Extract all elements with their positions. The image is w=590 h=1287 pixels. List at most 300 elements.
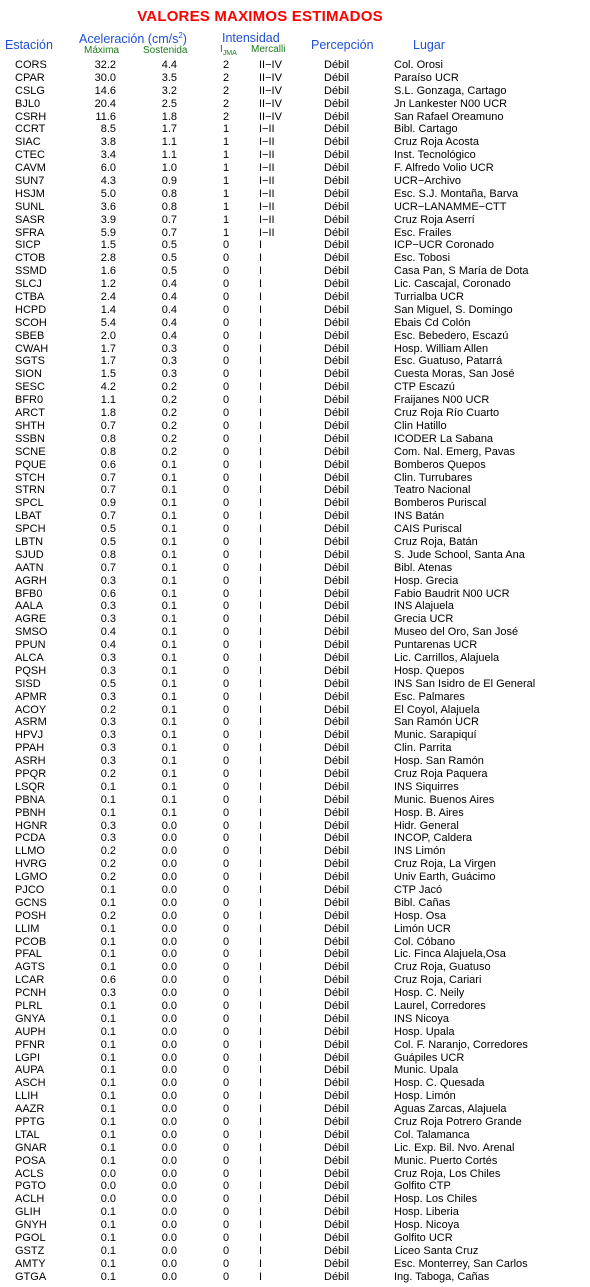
intensity-mercalli: I [259,1141,263,1154]
intensity-jma: 1 [222,200,230,213]
station-code: GCNS [15,896,47,909]
location: Liceo Santa Cruz [394,1244,479,1257]
intensity-mercalli: I [259,1128,263,1141]
table-row [0,1180,590,1193]
intensity-mercalli: I−II [259,136,275,149]
station-code: CAVM [15,162,46,175]
table-row [0,433,590,446]
intensity-mercalli: I [259,587,263,600]
perception: Débil [324,200,350,213]
accel-max: 4.2 [100,381,116,394]
intensity-jma: 1 [222,175,230,188]
accel-sustained: 1.1 [161,136,177,149]
intensity-mercalli: I [259,523,263,536]
intensity-jma: 0 [222,806,230,819]
table-row [0,1129,590,1142]
perception: Débil [324,484,350,497]
intensity-jma: 0 [222,1154,230,1167]
perception: Débil [324,1244,350,1257]
intensity-mercalli: I [259,806,263,819]
location: Col. Talamanca [394,1128,470,1141]
table-row [0,459,590,472]
intensity-jma: 0 [222,458,230,471]
location: INS Alajuela [394,600,454,613]
intensity-jma: 0 [222,368,230,381]
accel-max: 2.8 [100,252,116,265]
accel-sustained: 0.0 [161,1270,177,1283]
location: Cuesta Moras, San José [394,368,515,381]
location: UCR−Archivo [394,175,461,188]
accel-sustained: 0.9 [161,175,177,188]
intensity-mercalli: I−II [259,213,275,226]
intensity-jma: 0 [222,961,230,974]
accel-sustained: 0.5 [161,252,177,265]
accel-sustained: 0.0 [161,1000,177,1013]
location: Munic. Buenos Aires [394,793,495,806]
station-code: STRN [15,484,45,497]
perception: Débil [324,561,350,574]
table-row [0,639,590,652]
accel-sustained: 1.0 [161,162,177,175]
table-row [0,291,590,304]
intensity-mercalli: I [259,690,263,703]
station-code: SISD [15,677,41,690]
accel-sustained: 0.2 [161,407,177,420]
perception: Débil [324,1206,350,1219]
intensity-jma: 0 [222,729,230,742]
station-table [0,59,590,1284]
station-code: LSQR [15,780,45,793]
accel-max: 1.5 [100,239,116,252]
table-row [0,317,590,330]
accel-max: 0.1 [100,1064,116,1077]
table-row [0,343,590,356]
table-row [0,252,590,265]
accel-max: 0.2 [100,909,116,922]
intensity-mercalli: I [259,600,263,613]
location: Cruz Roja Paquera [394,767,488,780]
accel-max: 0.7 [100,484,116,497]
accel-max: 0.2 [100,767,116,780]
intensity-jma: 0 [222,767,230,780]
station-code: ACOY [15,703,47,716]
station-code: STCH [15,471,45,484]
header-ijma [220,44,237,57]
accel-sustained: 0.1 [161,755,177,768]
location: Cruz Roja Río Cuarto [394,407,500,420]
intensity-jma: 0 [222,278,230,291]
accel-max: 1.7 [100,355,116,368]
station-code: HCPD [15,303,47,316]
location: Esc. Tobosi [394,252,451,265]
perception: Débil [324,909,350,922]
perception: Débil [324,767,350,780]
intensity-jma: 0 [222,1141,230,1154]
accel-sustained: 0.0 [161,1244,177,1257]
perception: Débil [324,729,350,742]
intensity-jma: 0 [222,651,230,664]
location: Munic. Puerto Cortés [394,1154,498,1167]
station-code: LGMO [15,871,48,884]
accel-max: 0.3 [100,819,116,832]
intensity-mercalli: I [259,355,263,368]
station-code: CCRT [15,123,46,136]
intensity-mercalli: I [259,626,263,639]
station-code: SGTS [15,355,45,368]
station-code: BJL0 [15,97,41,110]
location: INS Limón [394,845,446,858]
table-row [0,588,590,601]
table-row [0,987,590,1000]
perception: Débil [324,278,350,291]
accel-max: 1.4 [100,303,116,316]
intensity-jma: 0 [222,613,230,626]
table-row [0,111,590,124]
intensity-mercalli: I [259,703,263,716]
accel-max: 0.3 [100,729,116,742]
accel-max: 0.1 [100,896,116,909]
perception: Débil [324,948,350,961]
perception: Débil [324,1038,350,1051]
accel-max: 0.7 [100,419,116,432]
perception: Débil [324,755,350,768]
perception: Débil [324,716,350,729]
intensity-jma: 0 [222,1167,230,1180]
station-code: SSBN [15,432,45,445]
intensity-mercalli: I [259,1077,263,1090]
intensity-jma: 0 [222,1103,230,1116]
intensity-mercalli: I [259,974,263,987]
perception: Débil [324,871,350,884]
perception: Débil [324,432,350,445]
station-code: PFNR [15,1038,45,1051]
intensity-jma: 0 [222,1090,230,1103]
intensity-mercalli: I−II [259,175,275,188]
intensity-mercalli: I [259,1206,263,1219]
intensity-mercalli: I [259,265,263,278]
intensity-jma: 0 [222,1270,230,1283]
intensity-mercalli: I [259,432,263,445]
intensity-jma: 0 [222,1012,230,1025]
accel-sustained: 0.7 [161,213,177,226]
station-code: LBTN [15,535,44,548]
accel-max: 0.1 [100,1244,116,1257]
accel-max: 1.6 [100,265,116,278]
accel-max: 0.1 [100,1128,116,1141]
accel-max: 0.1 [100,1154,116,1167]
table-row [0,1142,590,1155]
perception: Débil [324,884,350,896]
intensity-mercalli: I [259,1154,263,1167]
table-row [0,961,590,974]
accel-sustained: 0.0 [161,832,177,845]
perception: Débil [324,974,350,987]
station-code: SHTH [15,419,45,432]
station-code: CTEC [15,149,45,162]
perception: Débil [324,84,350,97]
location: Turrialba UCR [394,291,464,304]
table-row [0,472,590,485]
accel-sustained: 0.1 [161,471,177,484]
station-code: SFRA [15,226,45,239]
table-row [0,188,590,201]
accel-sustained: 0.0 [161,1180,177,1193]
table-row [0,330,590,343]
perception: Débil [324,239,350,252]
intensity-mercalli: I [259,1167,263,1180]
location: Lic. Cascajal, Coronado [394,278,511,291]
accel-sustained: 1.8 [161,110,177,123]
intensity-mercalli: I [259,1051,263,1064]
station-code: LTAL [15,1128,40,1141]
accel-sustained: 2.5 [161,97,177,110]
station-code: POSH [15,909,47,922]
station-code: LBAT [15,510,42,523]
location: Esc. Guatuso, Patarrá [394,355,503,368]
perception: Débil [324,123,350,136]
table-row [0,562,590,575]
perception: Débil [324,265,350,278]
accel-max: 0.2 [100,858,116,871]
accel-sustained: 0.0 [161,948,177,961]
table-row [0,652,590,665]
accel-sustained: 0.0 [161,1103,177,1116]
accel-max: 3.8 [100,136,116,149]
table-row [0,884,590,897]
accel-sustained: 0.1 [161,613,177,626]
station-code: SLCJ [15,278,42,291]
header-maxima: Máxima [84,45,120,56]
intensity-jma: 0 [222,690,230,703]
location: San Miguel, S. Domingo [394,303,513,316]
accel-sustained: 0.4 [161,316,177,329]
header-percepcion: Percepción [311,38,374,52]
table-row [0,381,590,394]
intensity-mercalli: I [259,342,263,355]
station-code: SESC [15,381,45,394]
location: Hosp. Nicoya [394,1219,460,1232]
accel-max: 1.5 [100,368,116,381]
station-code: SPCL [15,497,44,510]
location: Hosp. Quepos [394,664,465,677]
accel-max: 2.0 [100,329,116,342]
station-code: LGPI [15,1051,41,1064]
accel-max: 0.1 [100,1051,116,1064]
station-code: CTOB [15,252,46,265]
perception: Débil [324,110,350,123]
table-row [0,923,590,936]
intensity-jma: 0 [222,535,230,548]
accel-max: 30.0 [94,71,116,84]
intensity-mercalli: I−II [259,149,275,162]
header-aceleracion-close: ) [182,32,187,47]
table-row [0,1000,590,1013]
accel-sustained: 0.4 [161,329,177,342]
perception: Débil [324,445,350,458]
accel-sustained: 0.2 [161,381,177,394]
intensity-mercalli: I [259,1000,263,1013]
station-code: SCOH [15,316,47,329]
perception: Débil [324,1154,350,1167]
accel-sustained: 0.3 [161,355,177,368]
perception: Débil [324,1193,350,1206]
accel-sustained: 0.2 [161,445,177,458]
station-code: GNAR [15,1141,47,1154]
intensity-jma: 0 [222,523,230,536]
accel-max: 0.8 [100,445,116,458]
table-row [0,794,590,807]
table-row [0,407,590,420]
accel-sustained: 0.5 [161,265,177,278]
perception: Débil [324,1051,350,1064]
accel-sustained: 0.0 [161,922,177,935]
intensity-mercalli: I [259,239,263,252]
table-row [0,1219,590,1232]
intensity-mercalli: I [259,458,263,471]
intensity-jma: 0 [222,600,230,613]
accel-sustained: 0.0 [161,1154,177,1167]
perception: Débil [324,381,350,394]
perception: Débil [324,987,350,1000]
station-code: ALCA [15,651,44,664]
accel-sustained: 0.1 [161,574,177,587]
location: Cruz Roja, Cariari [394,974,482,987]
intensity-jma: 0 [222,987,230,1000]
accel-sustained: 0.1 [161,742,177,755]
station-code: LLIH [15,1090,39,1103]
intensity-mercalli: I [259,1064,263,1077]
location: Teatro Nacional [394,484,471,497]
accel-max: 0.1 [100,935,116,948]
intensity-jma: 1 [222,136,230,149]
page-title: VALORES MAXIMOS ESTIMADOS [137,8,383,25]
location: Hosp. B. Aires [394,806,464,819]
accel-max: 0.1 [100,884,116,896]
intensity-mercalli: I [259,394,263,407]
accel-sustained: 0.0 [161,1077,177,1090]
intensity-jma: 0 [222,896,230,909]
location: El Coyol, Alajuela [394,703,480,716]
intensity-jma: 0 [222,935,230,948]
table-row [0,1116,590,1129]
location: Com. Nal. Emerg, Pavas [394,445,516,458]
location: Bibl. Atenas [394,561,453,574]
table-row [0,1090,590,1103]
station-code: CSLG [15,84,45,97]
location: Munic. Upala [394,1064,459,1077]
station-code: PPAH [15,742,45,755]
perception: Débil [324,342,350,355]
location: Clin Hatillo [394,419,447,432]
intensity-jma: 0 [222,884,230,896]
accel-max: 5.0 [100,187,116,200]
perception: Débil [324,394,350,407]
perception: Débil [324,71,350,84]
table-row [0,832,590,845]
intensity-mercalli: I−II [259,200,275,213]
station-code: PBNH [15,806,46,819]
table-row [0,420,590,433]
accel-sustained: 0.0 [161,1141,177,1154]
intensity-jma: 0 [222,1116,230,1129]
location: Museo del Oro, San José [394,626,519,639]
station-code: BFB0 [15,587,43,600]
intensity-jma: 0 [222,677,230,690]
location: Lic. Finca Alajuela,Osa [394,948,506,961]
accel-sustained: 0.1 [161,497,177,510]
intensity-mercalli: II−IV [259,97,282,110]
table-row [0,678,590,691]
intensity-mercalli: II−IV [259,110,282,123]
intensity-jma: 0 [222,755,230,768]
header-estacion: Estación [5,38,53,52]
accel-max: 8.5 [100,123,116,136]
intensity-jma: 0 [222,664,230,677]
perception: Débil [324,703,350,716]
perception: Débil [324,690,350,703]
location: INS Nicoya [394,1012,450,1025]
table-row [0,549,590,562]
accel-max: 0.1 [100,1090,116,1103]
accel-sustained: 0.0 [161,1128,177,1141]
accel-sustained: 0.0 [161,1038,177,1051]
perception: Débil [324,922,350,935]
accel-max: 0.4 [100,639,116,652]
perception: Débil [324,793,350,806]
intensity-jma: 2 [222,59,230,71]
accel-max: 0.5 [100,535,116,548]
intensity-jma: 0 [222,265,230,278]
location: Hosp. Grecia [394,574,459,587]
location: Clin. Parrita [394,742,452,755]
accel-max: 0.3 [100,832,116,845]
intensity-jma: 0 [222,716,230,729]
accel-sustained: 3.2 [161,84,177,97]
location: Inst. Tecnológico [394,149,476,162]
intensity-mercalli: I [259,871,263,884]
intensity-mercalli: I [259,716,263,729]
accel-sustained: 0.0 [161,1116,177,1129]
header-ijma-sub: JMA [222,50,237,57]
intensity-jma: 0 [222,394,230,407]
location: Lic. Carrillos, Alajuela [394,651,500,664]
location: INS Batán [394,510,445,523]
location: Esc. Frailes [394,226,452,239]
accel-max: 0.3 [100,690,116,703]
table-row [0,1232,590,1245]
intensity-jma: 0 [222,793,230,806]
station-code: AGRH [15,574,47,587]
perception: Débil [324,587,350,600]
accel-sustained: 0.1 [161,664,177,677]
perception: Débil [324,187,350,200]
table-row [0,265,590,278]
location: Clin. Turrubares [394,471,473,484]
location: Puntarenas UCR [394,639,478,652]
location: Hosp. C. Quesada [394,1077,485,1090]
location: INCOP, Caldera [394,832,473,845]
accel-sustained: 0.0 [161,1232,177,1245]
accel-sustained: 0.1 [161,587,177,600]
intensity-jma: 0 [222,497,230,510]
perception: Débil [324,355,350,368]
intensity-jma: 0 [222,239,230,252]
table-row [0,807,590,820]
station-code: ASRM [15,716,47,729]
intensity-jma: 0 [222,1193,230,1206]
accel-max: 5.9 [100,226,116,239]
perception: Débil [324,1167,350,1180]
